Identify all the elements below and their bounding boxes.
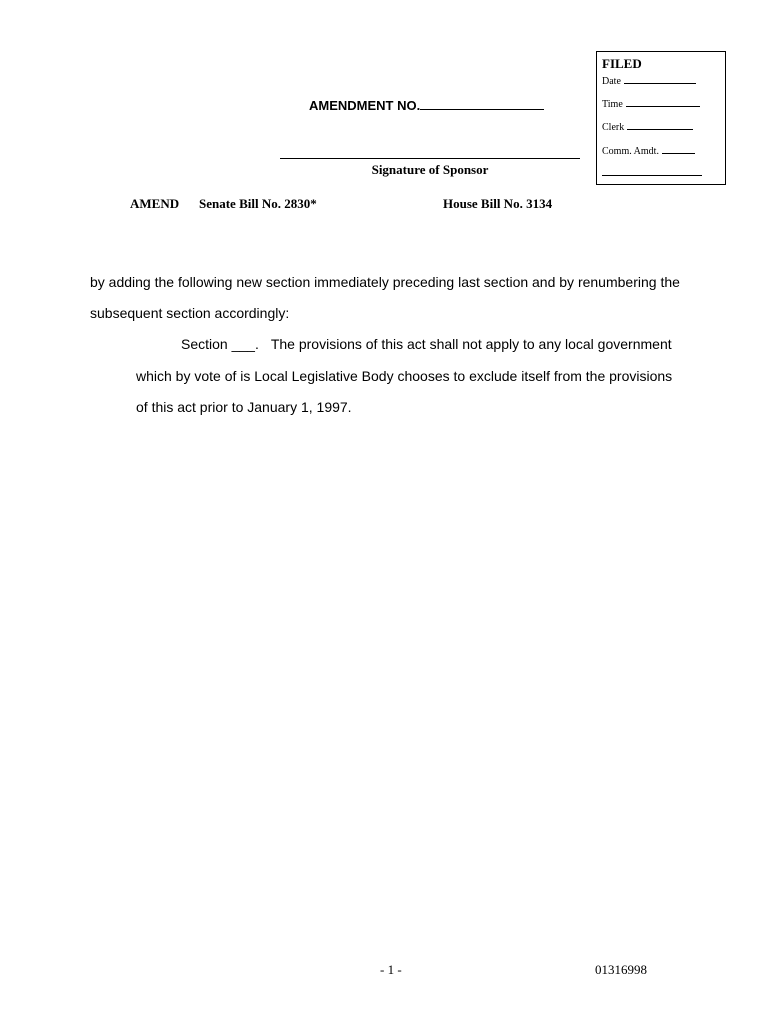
filed-box — [596, 51, 726, 185]
filed-clerk-line — [627, 120, 693, 130]
filed-date-label: Date — [602, 76, 621, 87]
senate-bill-number: Senate Bill No. 2830* — [199, 196, 317, 211]
filed-date-row — [602, 74, 696, 87]
filed-comm-amdt-line — [662, 144, 695, 154]
filed-date-line — [624, 74, 696, 84]
amendment-number — [309, 97, 544, 113]
document-number: 01316998 — [595, 962, 647, 977]
body-paragraph-1: by adding the following new section immediately preceding last section and by renumbering the — [90, 274, 680, 290]
amendment-number-label: AMENDMENT NO. — [309, 98, 421, 113]
filed-extra-line — [602, 166, 702, 176]
sponsor-signature-label: Signature of Sponsor — [371, 162, 489, 177]
body-paragraph-4: which by vote of is Local Legislative Body chooses to exclude itself from the provisions — [136, 368, 673, 384]
house-bill-number: House Bill No. 3134 — [443, 196, 553, 211]
section-text: The provisions of this act shall not apply to any local government — [270, 336, 672, 352]
filed-time-label: Time — [602, 99, 623, 110]
filed-clerk-row — [602, 120, 693, 133]
amendment-number-blank — [420, 97, 544, 110]
filed-time-row — [602, 97, 700, 110]
section-line — [181, 336, 672, 352]
page-number: - 1 - — [380, 962, 402, 977]
filed-extra-row — [602, 166, 702, 179]
filed-time-line — [626, 97, 700, 107]
filed-comm-amdt-label: Comm. Amdt. — [602, 146, 659, 157]
amend-label: AMEND — [130, 196, 180, 211]
filed-clerk-label: Clerk — [602, 122, 625, 133]
section-label: Section ___. — [181, 336, 259, 352]
body-paragraph-5: of this act prior to January 1, 1997. — [136, 399, 352, 415]
filed-title: FILED — [602, 56, 642, 71]
sponsor-signature-line — [280, 158, 580, 159]
filed-comm-amdt-row — [602, 144, 695, 157]
body-paragraph-2: subsequent section accordingly: — [90, 305, 290, 321]
